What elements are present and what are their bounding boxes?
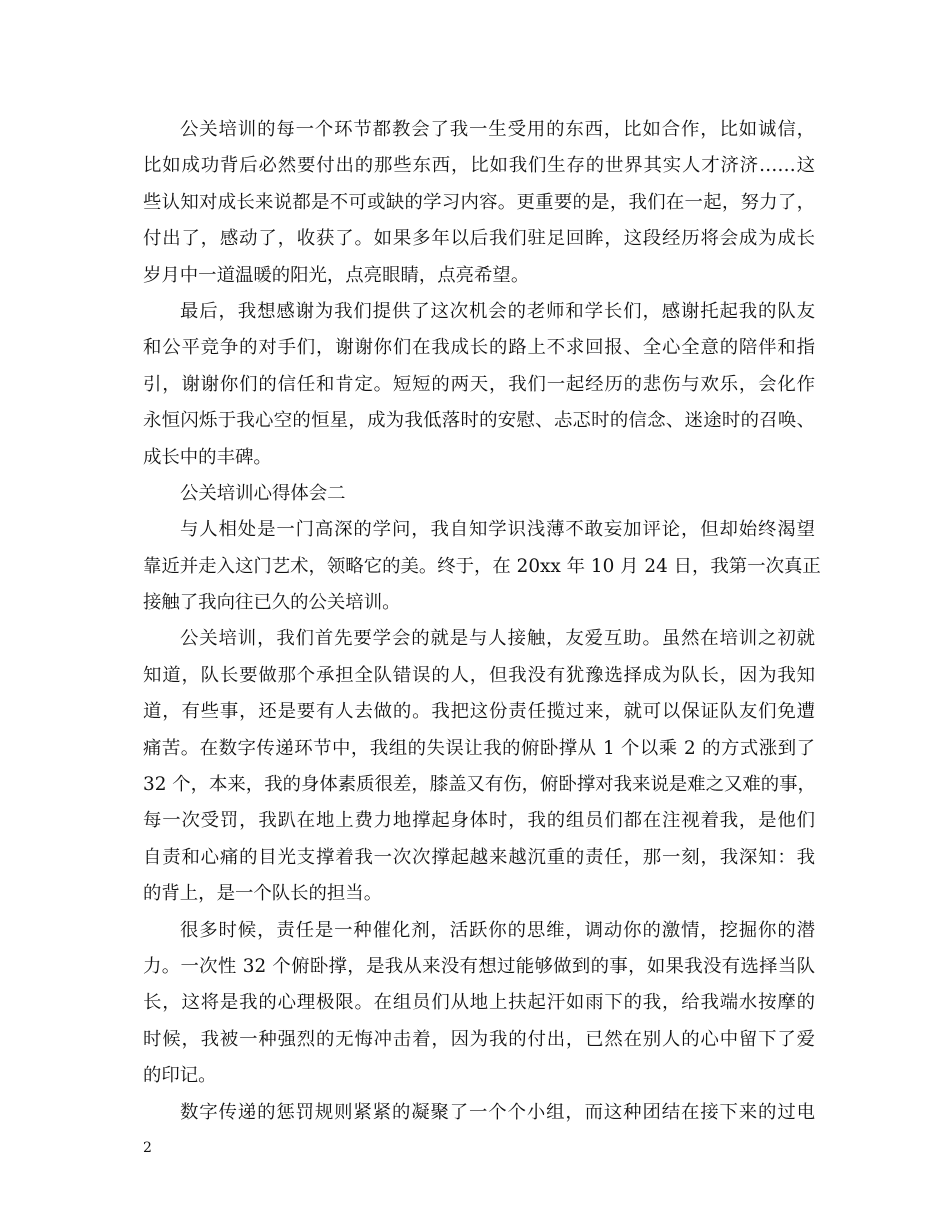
text-line: 力。一次性 32 个俯卧撑，是我从来没有想过能够做到的事，如果我没有选择当队 bbox=[143, 955, 815, 977]
text-line: 时候，我被一种强烈的无悔冲击着，因为我的付出，已然在别人的心中留下了爱 bbox=[143, 1028, 815, 1050]
text-line: 岁月中一道温暖的阳光，点亮眼睛，点亮希望。 bbox=[143, 264, 530, 286]
text-line: 的印记。 bbox=[143, 1065, 217, 1087]
text-line: 些认知对成长来说都是不可或缺的学习内容。更重要的是，我们在一起，努力了， bbox=[143, 191, 815, 213]
text-line: 永恒闪烁于我心空的恒星，成为我低落时的安慰、忐忑时的信念、迷途时的召唤、 bbox=[143, 410, 815, 432]
document-body bbox=[143, 112, 821, 1131]
text-line: 接触了我向往已久的公关培训。 bbox=[143, 592, 401, 614]
text-line: 公关培训，我们首先要学会的就是与人接触，友爱互助。虽然在培训之初就 bbox=[180, 628, 815, 650]
text-line: 数字传递的惩罚规则紧紧的凝聚了一个个小组，而这种团结在接下来的过电 bbox=[180, 1101, 815, 1123]
text-line: 长，这将是我的心理极限。在组员们从地上扶起汗如雨下的我，给我端水按摩的 bbox=[143, 992, 815, 1014]
text-line: 知道，队长要做那个承担全队错误的人，但我没有犹豫选择成为队长，因为我知 bbox=[143, 664, 815, 686]
text-line: 每一次受罚，我趴在地上费力地撑起身体时，我的组员们都在注视着我，是他们 bbox=[143, 810, 815, 832]
text-line: 32 个，本来，我的身体素质很差，膝盖又有伤，俯卧撑对我来说是难之又难的事， bbox=[143, 774, 816, 796]
text-line: 痛苦。在数字传递环节中，我组的失误让我的俯卧撑从 1 个以乘 2 的方式涨到了 bbox=[143, 737, 815, 759]
text-line: 自责和心痛的目光支撑着我一次次撑起越来越沉重的责任，那一刻，我深知：我 bbox=[143, 846, 815, 868]
text-line: 和公平竞争的对手们，谢谢你们在我成长的路上不求回报、全心全意的陪伴和指 bbox=[143, 337, 815, 359]
text-line: 最后，我想感谢为我们提供了这次机会的老师和学长们，感谢托起我的队友 bbox=[180, 300, 815, 322]
text-line: 成长中的丰碑。 bbox=[143, 446, 272, 468]
text-line: 付出了，感动了，收获了。如果多年以后我们驻足回眸，这段经历将会成为成长 bbox=[143, 228, 815, 250]
text-line: 靠近并走入这门艺术，领略它的美。终于，在 20xx 年 10 月 24 日，我第一次真正 bbox=[143, 555, 821, 577]
text-line: 公关培训的每一个环节都教会了我一生受用的东西，比如合作，比如诚信， bbox=[180, 119, 815, 140]
text-line: 引，谢谢你们的信任和肯定。短短的两天，我们一起经历的悲伤与欢乐，会化作 bbox=[143, 373, 815, 395]
text-line: 比如成功背后必然要付出的那些东西，比如我们生存的世界其实人才济济……这 bbox=[143, 155, 815, 177]
text-line: 的背上，是一个队长的担当。 bbox=[143, 883, 383, 905]
text-line: 道，有些事，还是要有人去做的。我把这份责任揽过来，就可以保证队友们免遭 bbox=[143, 701, 815, 723]
text-line: 与人相处是一门高深的学问，我自知学识浅薄不敢妄加评论，但却始终渴望 bbox=[180, 519, 815, 541]
page-number: 2 bbox=[143, 1140, 152, 1156]
text-line: 公关培训心得体会二 bbox=[180, 482, 346, 504]
text-line: 很多时候，责任是一种催化剂，活跃你的思维，调动你的激情，挖掘你的潜 bbox=[180, 919, 815, 941]
